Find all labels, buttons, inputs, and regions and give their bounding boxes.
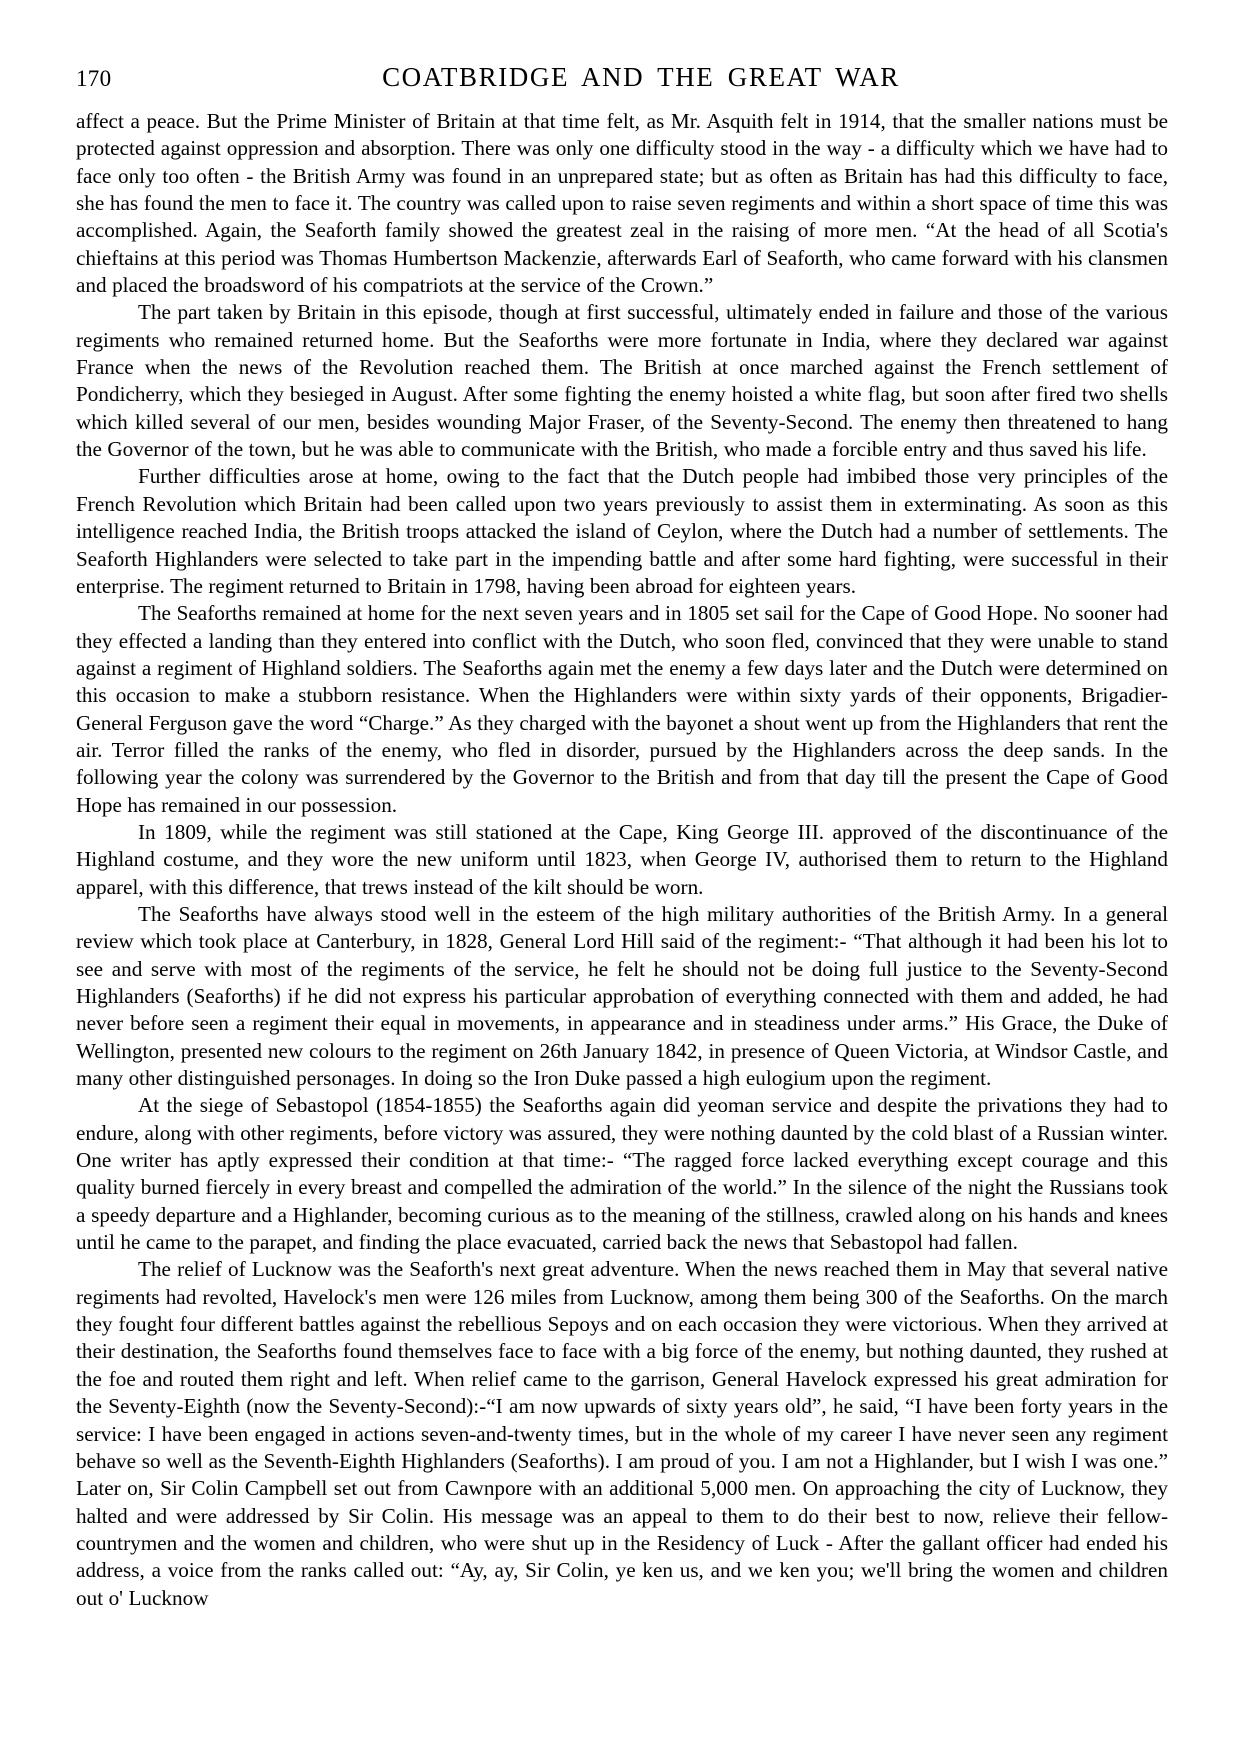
- paragraph: The relief of Lucknow was the Seaforth's next great adventure. When the news reached them in May that several native regiments had revolted, Havelock's men were 126 miles from Lucknow, among them being 300 of the Seaforths. On the march they fought four different battles against the rebellious Sepoys and on each occasion they were victorious. When they arrived at their destination, the Seaforths found themselves face to face with a big force of the enemy, but nothing daunted, they rushed at the foe and routed them right and left. When relief came to the garrison, General Havelock expressed his great admiration for the Seventy-Eighth (now the Seventy-Second):-“I am now upwards of sixty years old”, he said, “I have been forty years in the service: I have been engaged in actions seven-and-twenty times, but in the whole of my career I have never seen any regiment behave so well as the Seventh-Eighth Highlanders (Seaforths). I am proud of you. I am not a Highlander, but I wish I was one.” Later on, Sir Colin Campbell set out from Cawnpore with an additional 5,000 men. On approaching the city of Lucknow, they halted and were addressed by Sir Colin. His message was an appeal to them to do their best to now, relieve their fellow-countrymen and the women and children, who were shut up in the Residency of Luck - After the gallant officer had ended his address, a voice from the ranks called out: “Ay, ay, Sir Colin, ye ken us, and we ken you; we'll bring the women and children out o' Lucknow: [76, 1257, 1168, 1610]
- paragraph: The part taken by Britain in this episode, though at first successful, ultimately ended in failure and those of the various regiments who remained returned home. But the Seaforths were more fortunate in India, where they declared war against France when the news of the Revolution reached them. The British at once marched against the French settlement of Pondicherry, which they besieged in August. After some fighting the enemy hoisted a white flag, but soon after fired two shells which killed several of our men, besides wounding Major Fraser, of the Seventy-Second. The enemy then threatened to hang the Governor of the town, but he was able to communicate with the British, who made a forcible entry and thus saved his life.: [76, 300, 1168, 462]
- body-text-block: [76, 108, 1168, 1612]
- paragraph: Further difficulties arose at home, owing to the fact that the Dutch people had imbibed those very principles of the French Revolution which Britain had been called upon two years previously to assist them in exterminating. As soon as this intelligence reached India, the British troops attacked the island of Ceylon, where the Dutch had a number of settlements. The Seaforth Highlanders were selected to take part in the impending battle and after some hard fighting, were successful in their enterprise. The regiment returned to Britain in 1798, having been abroad for eighteen years.: [76, 464, 1168, 598]
- paragraph: At the siege of Sebastopol (1854-1855) the Seaforths again did yeoman service and despite the privations they had to endure, along with other regiments, before victory was assured, they were nothing daunted by the cold blast of a Russian winter. One writer has aptly expressed their condition at that time:- “The ragged force lacked everything except courage and this quality burned fiercely in every breast and compelled the admiration of the world.” In the silence of the night the Russians took a speedy departure and a Highlander, becoming curious as to the meaning of the stillness, crawled along on his hands and knees until he came to the parapet, and finding the place evacuated, carried back the news that Sebastopol had fallen.: [76, 1093, 1168, 1255]
- page-number: 170: [76, 66, 112, 91]
- paragraph: affect a peace. But the Prime Minister of Britain at that time felt, as Mr. Asquith felt in 1914, that the smaller nations must be protected against oppression and absorption. There was only one difficulty stood in the way - a difficulty which we have had to face only too often - the British Army was found in an unprepared state; but as often as Britain has had this difficulty to face, she has found the men to face it. The country was called upon to raise seven regiments and within a short space of time this was accomplished. Again, the Seaforth family showed the greatest zeal in the raising of more men. “At the head of all Scotia's chieftains at this period was Thomas Humbertson Mackenzie, afterwards Earl of Seaforth, who came forward with his clansmen and placed the broadsword of his compatriots at the service of the Crown.”: [76, 109, 1168, 298]
- paragraph: The Seaforths remained at home for the next seven years and in 1805 set sail for the Cape of Good Hope. No sooner had they effected a landing than they entered into conflict with the Dutch, who soon fled, convinced that they were unable to stand against a regiment of Highland soldiers. The Seaforths again met the enemy a few days later and the Dutch were determined on this occasion to make a stubborn resistance. When the Highlanders were within sixty yards of their opponents, Brigadier-General Ferguson gave the word “Charge.” As they charged with the bayonet a shout went up from the Highlanders that rent the air. Terror filled the ranks of the enemy, who fled in disorder, pursued by the Highlanders across the deep sands. In the following year the colony was surrendered by the Governor to the British and from that day till the present the Cape of Good Hope has remained in our possession.: [76, 601, 1168, 817]
- running-title: COATBRIDGE AND THE GREAT WAR: [382, 62, 900, 92]
- paragraph: The Seaforths have always stood well in the esteem of the high military authorities of the British Army. In a general review which took place at Canterbury, in 1828, General Lord Hill said of the regiment:- “That although it had been his lot to see and serve with most of the regiments of the service, he felt he should not be doing full justice to the Seventy-Second Highlanders (Seaforths) if he did not express his particular approbation of everything connected with them and added, he had never before seen a regiment their equal in movements, in appearance and in steadiness under arms.” His Grace, the Duke of Wellington, presented new colours to the regiment on 26th January 1842, in presence of Queen Victoria, at Windsor Castle, and many other distinguished personages. In doing so the Iron Duke passed a high eulogium upon the regiment.: [76, 901, 1168, 1091]
- paragraph: In 1809, while the regiment was still stationed at the Cape, King George III. approved of the discontinuance of the Highland costume, and they wore the new uniform until 1823, when George IV, authorised them to return to the Highland apparel, with this difference, that trews instead of the kilt should be worn.: [76, 819, 1168, 899]
- running-head: [76, 62, 1166, 96]
